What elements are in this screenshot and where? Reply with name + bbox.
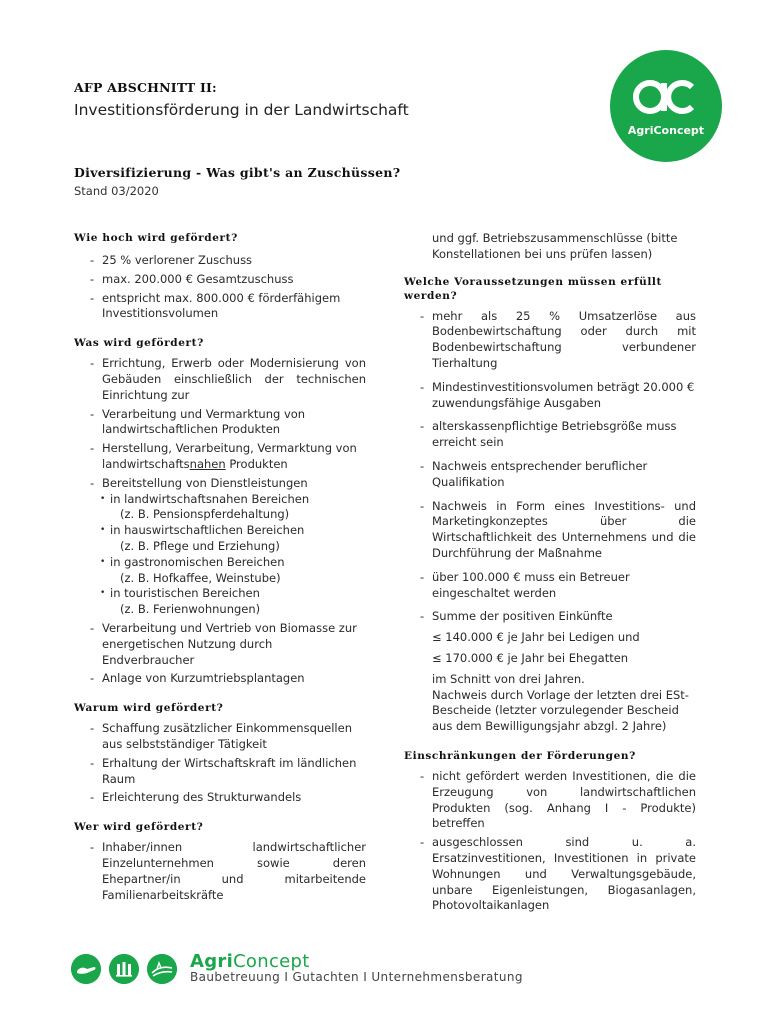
section-heading-requirements: Welche Voraussetzungen müssen erfüllt werden? xyxy=(404,275,662,302)
sub-item xyxy=(100,523,366,555)
list-item: - Nachweis entsprechender beruflicher Qualifikation xyxy=(404,459,696,491)
list-item: - entspricht max. 800.000 € förderfähigem Investitionsvolumen xyxy=(74,291,366,323)
item-text: Bereitstellung von Dienstleistungen xyxy=(102,475,308,490)
item-text: Herstellung, Verarbeitung, Vermarktung von landwirtschafts xyxy=(102,441,357,471)
list-item: - Mindestinvestitionsvolumen beträgt 20.000 € zuwendungsfähige Ausgaben xyxy=(404,380,696,412)
list-item: - ausgeschlossen sind u. a. Ersatzinvestitionen, Investitionen in private Wohnungen und Verwaltungsgebäude, unbare Eigenleistungen, Biogasanlagen, Photovoltaikanlagen xyxy=(404,835,696,914)
section-heading-how-much: Wie hoch wird gefördert? xyxy=(74,232,238,244)
hand-icon xyxy=(71,954,101,984)
income-note: im Schnitt von drei Jahren. xyxy=(432,671,585,686)
right-column xyxy=(404,231,696,914)
sub-item-example: (z. B. Hofkaffee, Weinstube) xyxy=(120,570,281,585)
stand-date: Stand 03/2020 xyxy=(74,184,159,198)
list-item: - 25 % verlorener Zuschuss xyxy=(74,253,366,269)
sub-item-main: in touristischen Bereichen xyxy=(110,586,260,601)
sub-item-main: in gastronomischen Bereichen xyxy=(110,554,285,569)
item-text-underlined: nahen xyxy=(189,456,226,471)
logo-text: AgriConcept xyxy=(627,124,705,137)
requirements-list xyxy=(404,309,696,626)
footer-brand-concept: Concept xyxy=(233,951,310,972)
list-item xyxy=(74,441,366,473)
sub-item xyxy=(100,586,366,618)
continuation-text: und ggf. Betriebszusammenschlüsse (bitte Konstellationen bei uns prüfen lassen) xyxy=(432,231,678,261)
agriconcept-logo xyxy=(610,50,722,162)
income-limit-single: ≤ 140.000 € je Jahr bei Ledigen und xyxy=(432,630,640,645)
section-heading-who: Wer wird gefördert? xyxy=(74,821,204,834)
sub-item-example: (z. B. Ferienwohnungen) xyxy=(120,602,261,617)
left-column xyxy=(74,231,366,903)
what-list xyxy=(74,356,366,687)
sub-item xyxy=(100,492,366,524)
list-item xyxy=(74,476,366,618)
list-item: - Erleichterung des Strukturwandels xyxy=(74,790,366,806)
item-text: Produkten xyxy=(225,456,288,471)
income-limit-married: ≤ 170.000 € je Jahr bei Ehegatten xyxy=(432,650,629,665)
list-item: - max. 200.000 € Gesamtzuschuss xyxy=(74,272,366,288)
footer-brand-agri: Agri xyxy=(190,951,234,972)
service-sublist xyxy=(100,492,366,618)
how-much-list xyxy=(74,253,366,322)
list-item: - Nachweis in Form eines Investitions- und Marketingkonzeptes über die Wirtschaftlichkeit des Unternehmens und die Durchführung der Maßnahme xyxy=(404,499,696,562)
list-item: - Anlage von Kurzumtriebsplantagen xyxy=(74,671,366,687)
section-heading-what: Was wird gefördert? xyxy=(74,337,204,350)
landscape-icon xyxy=(147,954,177,984)
barn-icon xyxy=(109,954,139,984)
footer-tagline: Baubetreuung I Gutachten I Unternehmensberatung xyxy=(190,970,523,984)
who-list xyxy=(74,840,366,903)
sub-item-main: in landwirtschaftsnahen Bereichen xyxy=(110,491,310,506)
list-item: - alterskassenpflichtige Betriebsgröße muss erreicht sein xyxy=(404,419,696,451)
list-item: - Erhaltung der Wirtschaftskraft im ländlichen Raum xyxy=(74,756,366,788)
sub-item xyxy=(100,555,366,587)
sub-item-example: (z. B. Pflege und Erziehung) xyxy=(120,538,280,553)
list-item: - Schaffung zusätzlicher Einkommensquellen aus selbstständiger Tätigkeit xyxy=(74,721,366,753)
sub-item-main: in hauswirtschaftlichen Bereichen xyxy=(110,523,305,538)
list-item: - nicht gefördert werden Investitionen, die die Erzeugung von landwirtschaftlichen Produkten (sog. Anhang I - Produkte) betreffen xyxy=(404,769,696,832)
why-list xyxy=(74,721,366,806)
section-heading-why: Warum wird gefördert? xyxy=(74,702,224,715)
list-item: - Summe der positiven Einkünfte xyxy=(404,609,696,625)
list-item: - Errichtung, Erwerb oder Modernisierung von Gebäuden einschließlich der technischen Einrichtung zur xyxy=(74,356,366,403)
sub-item-example: (z. B. Pensionspferdehaltung) xyxy=(120,507,290,522)
list-item: - Inhaber/innen landwirtschaftlicher Einzelunternehmen sowie deren Ehepartner/in und mitarbeitende Familienarbeitskräfte xyxy=(74,840,366,903)
list-item: - Verarbeitung und Vertrieb von Biomasse zur energetischen Nutzung durch Endverbraucher xyxy=(74,621,366,668)
income-proof-note: Nachweis durch Vorlage der letzten drei ESt-Bescheide (letzter vorzulegender Bescheid aus dem Bewilligungsjahr abzgl. 2 Jahre) xyxy=(432,687,689,734)
list-item: - über 100.000 € muss ein Betreuer eingeschaltet werden xyxy=(404,570,696,602)
list-item: - Verarbeitung und Vermarktung von landwirtschaftlichen Produkten xyxy=(74,407,366,439)
section-kicker: AFP ABSCHNITT II: xyxy=(74,80,217,95)
page-title: Investitionsförderung in der Landwirtschaft xyxy=(74,101,409,119)
section-heading-restrictions: Einschränkungen der Förderungen? xyxy=(404,749,636,762)
list-item: - mehr als 25 % Umsatzerlöse aus Bodenbewirtschaftung oder durch mit Bodenbewirtschaftung verbundener Tierhaltung xyxy=(404,309,696,372)
footer-brand xyxy=(190,951,310,972)
restrictions-list xyxy=(404,769,696,914)
subheading: Diversifizierung - Was gibt's an Zuschüssen? xyxy=(74,165,401,180)
